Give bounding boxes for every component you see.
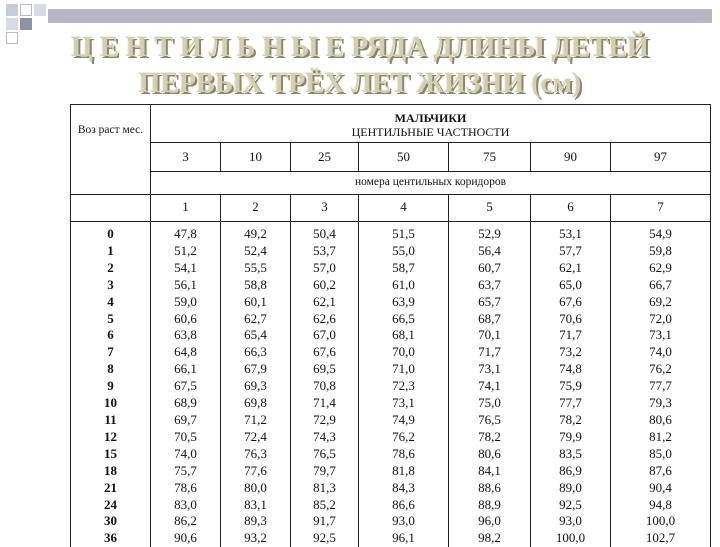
length-value: 93,0: [359, 513, 448, 530]
length-value: 80,6: [449, 446, 530, 463]
length-value: 54,9: [611, 226, 710, 243]
length-value: 71,7: [449, 344, 530, 361]
length-value: 67,6: [531, 294, 610, 311]
group-header: [151, 105, 711, 143]
length-value: 83,5: [531, 446, 610, 463]
length-value: 70,8: [291, 378, 358, 395]
length-value: 73,1: [611, 327, 710, 344]
length-value: 71,0: [359, 361, 448, 378]
length-value: 80,6: [611, 412, 710, 429]
length-value: 55,0: [359, 243, 448, 260]
age-column: [71, 222, 151, 547]
corridor-number: 4: [359, 195, 449, 222]
age-value: 10: [71, 395, 150, 412]
length-value: 96,0: [449, 513, 530, 530]
length-value: 69,3: [221, 378, 290, 395]
decor-square: [20, 4, 32, 16]
length-value: 66,1: [151, 361, 220, 378]
length-value: 67,9: [221, 361, 290, 378]
length-value: 94,8: [611, 497, 710, 514]
length-value: 69,7: [151, 412, 220, 429]
length-value: 68,7: [449, 311, 530, 328]
length-value: 72,3: [359, 378, 448, 395]
length-value: 60,7: [449, 260, 530, 277]
length-value: 80,0: [221, 480, 290, 497]
length-value: 58,8: [221, 277, 290, 294]
age-value: 18: [71, 463, 150, 480]
length-value: 93,0: [531, 513, 610, 530]
corridor-header: номера центильных коридоров: [151, 171, 711, 194]
age-spacer: [71, 195, 151, 222]
length-value: 60,6: [151, 311, 220, 328]
length-value: 86,2: [151, 513, 220, 530]
length-value: 73,1: [449, 361, 530, 378]
length-value: 64,8: [151, 344, 220, 361]
length-value: 56,4: [449, 243, 530, 260]
length-value: 79,7: [291, 463, 358, 480]
length-value: 93,2: [221, 530, 290, 547]
length-value: 100,0: [531, 530, 610, 547]
length-value: 83,1: [221, 497, 290, 514]
length-value: 52,4: [221, 243, 290, 260]
length-value: 74,0: [151, 446, 220, 463]
length-value: 49,2: [221, 226, 290, 243]
length-value: 84,3: [359, 480, 448, 497]
length-value: 77,7: [611, 378, 710, 395]
length-value: 79,3: [611, 395, 710, 412]
length-value: 66,5: [359, 311, 448, 328]
age-value: 21: [71, 480, 150, 497]
age-value: 11: [71, 412, 150, 429]
data-column-p97: [611, 222, 711, 547]
centile-table: [70, 104, 711, 547]
length-value: 78,2: [449, 429, 530, 446]
percentile-cell: 10: [221, 143, 291, 171]
length-value: 57,7: [531, 243, 610, 260]
length-value: 92,5: [291, 530, 358, 547]
length-value: 63,8: [151, 327, 220, 344]
length-value: 51,2: [151, 243, 220, 260]
length-value: 96,1: [359, 530, 448, 547]
age-value: 3: [71, 277, 150, 294]
age-value: 36: [71, 530, 150, 547]
percentile-cell: 50: [359, 143, 449, 171]
percentile-cell: 3: [151, 143, 221, 171]
length-value: 89,3: [221, 513, 290, 530]
length-value: 52,9: [449, 226, 530, 243]
percentile-cell: 25: [291, 143, 359, 171]
length-value: 70,6: [531, 311, 610, 328]
length-value: 73,2: [531, 344, 610, 361]
length-value: 53,7: [291, 243, 358, 260]
corridor-number: 5: [449, 195, 531, 222]
age-value: 2: [71, 260, 150, 277]
length-value: 47,8: [151, 226, 220, 243]
length-value: 70,1: [449, 327, 530, 344]
length-value: 76,2: [359, 429, 448, 446]
centile-title: ЦЕНТИЛЬНЫЕ ЧАСТНОСТИ: [151, 125, 710, 139]
length-value: 59,0: [151, 294, 220, 311]
age-value: 6: [71, 327, 150, 344]
length-value: 65,0: [531, 277, 610, 294]
length-value: 60,2: [291, 277, 358, 294]
length-value: 50,4: [291, 226, 358, 243]
length-value: 88,6: [449, 480, 530, 497]
length-value: 68,9: [151, 395, 220, 412]
length-value: 77,6: [221, 463, 290, 480]
length-value: 74,9: [359, 412, 448, 429]
decor-square: [34, 4, 46, 16]
data-column-p10: [221, 222, 291, 547]
length-value: 62,1: [291, 294, 358, 311]
length-value: 71,2: [221, 412, 290, 429]
percentile-cell: 90: [531, 143, 611, 171]
length-value: 61,0: [359, 277, 448, 294]
length-value: 67,5: [151, 378, 220, 395]
length-value: 65,7: [449, 294, 530, 311]
age-value: 4: [71, 294, 150, 311]
corridor-number: 2: [221, 195, 291, 222]
length-value: 74,1: [449, 378, 530, 395]
length-value: 55,5: [221, 260, 290, 277]
age-value: 1: [71, 243, 150, 260]
length-value: 58,7: [359, 260, 448, 277]
decor-top-bar: [48, 9, 712, 23]
decor-square: [6, 18, 18, 30]
age-value: 9: [71, 378, 150, 395]
length-value: 75,9: [531, 378, 610, 395]
length-value: 102,7: [611, 530, 710, 547]
length-value: 65,4: [221, 327, 290, 344]
length-value: 66,7: [611, 277, 710, 294]
length-value: 76,5: [449, 412, 530, 429]
length-value: 87,6: [611, 463, 710, 480]
length-value: 74,0: [611, 344, 710, 361]
length-value: 59,8: [611, 243, 710, 260]
decor-square: [6, 4, 18, 16]
length-value: 88,9: [449, 497, 530, 514]
length-value: 72,9: [291, 412, 358, 429]
length-value: 71,7: [531, 327, 610, 344]
length-value: 100,0: [611, 513, 710, 530]
length-value: 62,7: [221, 311, 290, 328]
corridor-number: 6: [531, 195, 611, 222]
length-value: 76,2: [611, 361, 710, 378]
length-value: 56,1: [151, 277, 220, 294]
decor-square: [20, 18, 32, 30]
group-title: МАЛЬЧИКИ: [151, 111, 710, 125]
length-value: 81,8: [359, 463, 448, 480]
length-value: 67,0: [291, 327, 358, 344]
data-column-p25: [291, 222, 359, 547]
length-value: 68,1: [359, 327, 448, 344]
length-value: 62,6: [291, 311, 358, 328]
age-value: 15: [71, 446, 150, 463]
title-line-1: Ц Е Н Т И Л Ь Н Ы Е РЯДА ДЛИНЫ ДЕТЕЙ: [0, 30, 720, 66]
age-value: 30: [71, 513, 150, 530]
corridor-number: 7: [611, 195, 711, 222]
length-value: 57,0: [291, 260, 358, 277]
length-value: 67,6: [291, 344, 358, 361]
age-value: 8: [71, 361, 150, 378]
length-value: 62,1: [531, 260, 610, 277]
length-value: 76,5: [291, 446, 358, 463]
length-value: 73,1: [359, 395, 448, 412]
length-value: 92,5: [531, 497, 610, 514]
length-value: 91,7: [291, 513, 358, 530]
length-value: 69,2: [611, 294, 710, 311]
length-value: 69,5: [291, 361, 358, 378]
age-header: Воз раст мес.: [71, 105, 151, 195]
data-column-p90: [531, 222, 611, 547]
length-value: 86,6: [359, 497, 448, 514]
length-value: 79,9: [531, 429, 610, 446]
length-value: 54,1: [151, 260, 220, 277]
length-value: 90,6: [151, 530, 220, 547]
length-value: 84,1: [449, 463, 530, 480]
slide-title: [0, 30, 720, 102]
corridor-number: 1: [151, 195, 221, 222]
length-value: 89,0: [531, 480, 610, 497]
length-value: 78,6: [151, 480, 220, 497]
title-line-2: ПЕРВЫХ ТРЁХ ЛЕТ ЖИЗНИ (см): [0, 66, 720, 102]
length-value: 76,3: [221, 446, 290, 463]
data-column-p3: [151, 222, 221, 547]
length-value: 60,1: [221, 294, 290, 311]
data-column-p50: [359, 222, 449, 547]
age-value: 24: [71, 497, 150, 514]
length-value: 77,7: [531, 395, 610, 412]
length-value: 62,9: [611, 260, 710, 277]
length-value: 63,7: [449, 277, 530, 294]
percentile-cell: 97: [611, 143, 711, 171]
length-value: 74,8: [531, 361, 610, 378]
length-value: 69,8: [221, 395, 290, 412]
length-value: 75,0: [449, 395, 530, 412]
data-column-p75: [449, 222, 531, 547]
length-value: 72,0: [611, 311, 710, 328]
length-value: 78,6: [359, 446, 448, 463]
length-value: 66,3: [221, 344, 290, 361]
length-value: 78,2: [531, 412, 610, 429]
length-value: 70,5: [151, 429, 220, 446]
age-value: 7: [71, 344, 150, 361]
length-value: 53,1: [531, 226, 610, 243]
length-value: 85,0: [611, 446, 710, 463]
length-value: 86,9: [531, 463, 610, 480]
length-value: 75,7: [151, 463, 220, 480]
length-value: 83,0: [151, 497, 220, 514]
length-value: 70,0: [359, 344, 448, 361]
age-value: 5: [71, 311, 150, 328]
length-value: 72,4: [221, 429, 290, 446]
length-value: 85,2: [291, 497, 358, 514]
length-value: 74,3: [291, 429, 358, 446]
length-value: 90,4: [611, 480, 710, 497]
length-value: 63,9: [359, 294, 448, 311]
length-value: 98,2: [449, 530, 530, 547]
length-value: 51,5: [359, 226, 448, 243]
age-value: 0: [71, 226, 150, 243]
length-value: 81,3: [291, 480, 358, 497]
length-value: 71,4: [291, 395, 358, 412]
length-value: 81,2: [611, 429, 710, 446]
corridor-number: 3: [291, 195, 359, 222]
percentile-cell: 75: [449, 143, 531, 171]
age-value: 12: [71, 429, 150, 446]
